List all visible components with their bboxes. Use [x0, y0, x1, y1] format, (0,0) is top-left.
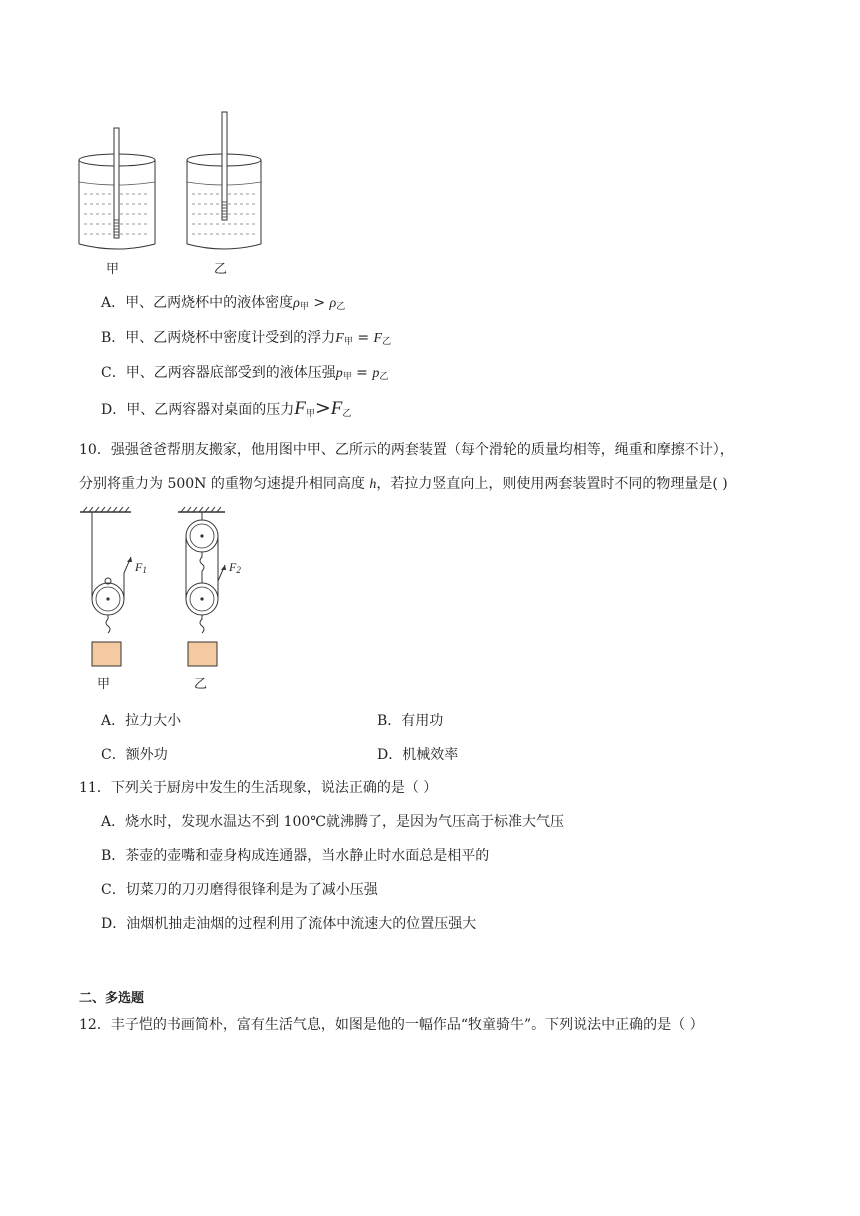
weight-left	[92, 642, 121, 666]
q11-option-c	[101, 879, 378, 899]
force-label-f2	[229, 560, 241, 575]
math-symbol: F	[294, 398, 306, 419]
section-heading-multi-choice: 二、多选题	[79, 991, 145, 1006]
option-letter: D．	[377, 747, 403, 763]
figure1-label-left: 甲	[106, 262, 120, 277]
force-symbol: F	[229, 560, 237, 574]
option-text: 甲、乙两容器底部受到的液体压强	[125, 365, 336, 381]
figure2-label-right: 乙	[194, 677, 208, 692]
ceiling-left	[80, 507, 131, 512]
option-text: 机械效率	[402, 747, 459, 763]
math-symbol: F	[373, 331, 383, 346]
option-letter: D．	[101, 916, 127, 932]
option-text: 甲、乙两烧杯中密度计受到的浮力	[125, 330, 336, 346]
q9-option-b	[101, 327, 391, 347]
math-subscript: 乙	[336, 302, 346, 312]
q11-stem: 11．下列关于厨房中发生的生活现象，说法正确的是（ ）	[79, 780, 438, 796]
option-letter: B．	[377, 713, 402, 729]
option-text: 烧水时，发现水温达不到 100℃就沸腾了，是因为气压高于标准大气压	[125, 814, 564, 830]
option-letter: C．	[101, 882, 126, 898]
option-letter: A．	[101, 814, 126, 830]
math-subscript: 甲	[343, 337, 353, 347]
q9-option-d	[101, 397, 351, 420]
q10-option-b	[377, 710, 443, 730]
q10-option-d	[377, 744, 458, 764]
q10-variable-h: h	[369, 477, 377, 492]
q10-stem-text: 分别将重力为 500N 的重物匀速提升相同高度	[79, 476, 370, 492]
math-symbol: p	[372, 366, 380, 381]
hydrometer-left	[114, 128, 119, 238]
option-text: 茶壶的壶嘴和壶身构成连通器，当水静止时水面总是相平的	[125, 848, 490, 864]
option-text: 油烟机抽走油烟的过程利用了流体中流速大的位置压强大	[126, 916, 477, 932]
beaker-left	[79, 128, 155, 249]
math-subscript: 甲	[305, 409, 315, 419]
option-text: 额外功	[125, 747, 168, 763]
option-letter: A．	[101, 295, 126, 311]
option-text: 甲、乙两烧杯中的液体密度	[125, 295, 294, 311]
hydrometer-beakers-figure	[70, 108, 280, 278]
math-symbol: F	[335, 331, 344, 346]
ceiling-right	[178, 507, 225, 512]
hydrometer-right	[222, 112, 227, 220]
math-symbol: p	[335, 366, 343, 381]
q9-option-a	[101, 292, 345, 312]
q10-stem-line1: 10．强强爸爸帮朋友搬家，他用图中甲、乙所示的两套装置（每个滑轮的质量均相等，绳重和摩擦不计），	[79, 442, 734, 458]
pulley-block-right	[186, 512, 226, 633]
force-subscript: 1	[142, 565, 147, 575]
math-symbol: ρ	[293, 296, 300, 311]
math-subscript: 乙	[382, 337, 392, 347]
q12-stem: 12．丰子恺的书画简朴，富有生活气息，如图是他的一幅作品“牧童骑牛”。下列说法中正确的是（ ）	[79, 1017, 704, 1033]
math-operator: =	[352, 330, 374, 346]
math-symbol: ρ	[329, 296, 337, 311]
option-letter: C．	[101, 747, 126, 763]
pulley-systems-figure	[75, 505, 265, 675]
q10-option-c	[101, 744, 168, 764]
option-letter: B．	[101, 330, 126, 346]
weight-right	[188, 642, 217, 666]
option-text: 甲、乙两容器对桌面的压力	[126, 402, 295, 418]
force-symbol: F	[135, 560, 143, 574]
option-text: 有用功	[401, 713, 444, 729]
math-operator: >	[314, 397, 331, 419]
math-subscript: 甲	[342, 372, 352, 382]
option-text: 拉力大小	[125, 713, 182, 729]
option-letter: D．	[101, 402, 127, 418]
force-label-f1	[135, 560, 147, 575]
math-operator: >	[308, 295, 330, 311]
beaker-right	[187, 112, 261, 249]
q10-stem-text: ，若拉力竖直向上，则使用两套装置时不同的物理量是( )	[376, 476, 728, 492]
math-subscript: 甲	[299, 302, 309, 312]
math-subscript: 乙	[342, 409, 352, 419]
math-operator: =	[351, 365, 373, 381]
option-text: 切菜刀的刀刃磨得很锋利是为了减小压强	[125, 882, 378, 898]
q10-stem-line2	[79, 473, 728, 493]
q9-option-c	[101, 362, 388, 382]
q11-option-b	[101, 845, 489, 865]
q11-option-d	[101, 913, 476, 933]
option-letter: C．	[101, 365, 126, 381]
option-letter: B．	[101, 848, 126, 864]
figure2-label-left: 甲	[97, 677, 111, 692]
figure1-label-right: 乙	[214, 262, 228, 277]
q10-option-a	[101, 710, 181, 730]
math-symbol: F	[330, 398, 343, 419]
movable-pulley-left	[92, 512, 132, 633]
force-subscript: 2	[236, 565, 241, 575]
math-subscript: 乙	[379, 372, 389, 382]
q11-option-a	[101, 811, 564, 831]
option-letter: A．	[101, 713, 126, 729]
